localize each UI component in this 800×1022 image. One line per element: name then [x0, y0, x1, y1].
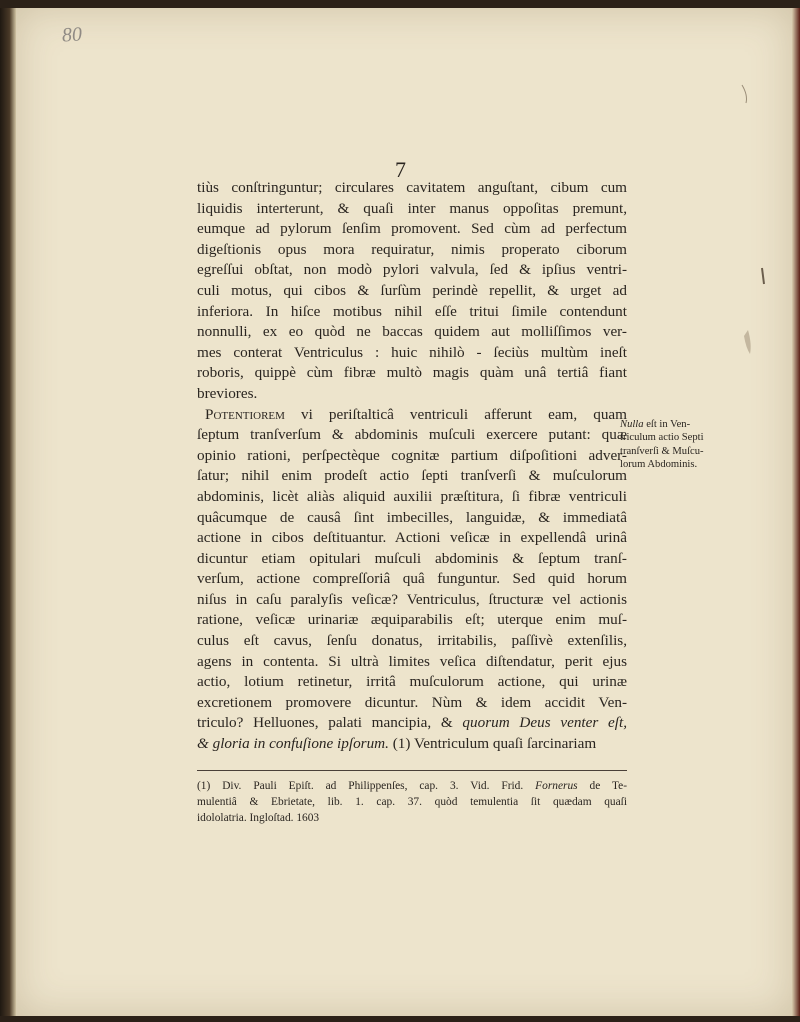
italic-quote: quorum Deus venter eſt, — [462, 714, 627, 732]
text-fragment: triculo? Helluones, palati mancipia, & — [197, 714, 453, 732]
text-line: inferiora. In hiſce motibus nihil eſſe tritui ſimile contendunt — [197, 302, 627, 320]
pencil-annotation: 80 — [61, 23, 83, 47]
marginal-line: triculum actio Septi — [620, 432, 704, 444]
text-line: egreſſui obſtat, non modò pylori valvula, ſed & ipſius ventri- — [197, 261, 627, 279]
text-line: verſum, actione compreſſoriâ quâ funguntur. Sed quid horum — [197, 570, 627, 588]
text-fragment: (1) Div. Pauli Epiſt. ad Philippenſes, cap. 3. Vid. Frid. — [197, 780, 524, 792]
text-line: actio, lotium retinetur, irritâ muſculorum actione, qui urinæ — [197, 673, 627, 691]
text-line: ſeptum tranſverſum & abdominis muſculi exercere putant: quæ — [197, 426, 627, 444]
text-line: culi motus, qui cibos & ſurſùm perindè repellit, & urget ad — [197, 281, 627, 299]
text-line: ſatur; nihil enim prodeſt actio ſepti tranſverſi & muſculorum — [197, 467, 627, 485]
text-line: agens in contenta. Si ultrà limites veſica diſtendatur, perit ejus — [197, 652, 627, 670]
stain-mark — [762, 268, 764, 284]
footnote-line: idololatria. Ingloſtad. 1603 — [197, 812, 320, 825]
text-fragment: vi periſtalticâ ventriculi afferunt eam, quam — [284, 405, 627, 423]
text-fragment: (1) Ventriculum quaſi ſarcinariam — [388, 735, 597, 753]
text-line: culus eſt cavus, ſenſu donatus, irritabilis, paſſivè extenſilis, — [197, 632, 627, 650]
text-line: opinio rationi, perſpectèque cognitæ partium diſpoſitioni adver- — [197, 446, 627, 464]
text-line: mes conterat Ventriculus : huic nihilò - ſeciùs multùm ineſt — [197, 343, 627, 361]
text-line: tiùs conſtringuntur; circulares cavitatem anguſtant, cibum cum — [197, 179, 627, 196]
stain-mark — [742, 85, 747, 103]
author-name: Fornerus — [535, 780, 578, 792]
text-line: dicuntur etiam opitulari muſculi abdominis & ſeptum tranſ- — [197, 549, 627, 567]
text-fragment: eſt in Ven- — [643, 419, 691, 430]
marginal-line: lorum Abdominis. — [620, 459, 698, 471]
text-line: ratione, veſicæ urinariæ æquiparabilis eſt; uterque enim muſ- — [197, 611, 627, 629]
text-line: nonnulli, ex eo quòd ne baccas quidem aut molliſſimos ver- — [197, 323, 627, 341]
text-line: actione in cibos deſtituantur. Actioni veſicæ in expellendâ urinâ — [197, 529, 627, 547]
italic-quote: & gloria in confuſione ipſorum. — [197, 735, 389, 753]
page-number: 7 — [395, 157, 406, 182]
text-line: breviores. — [197, 384, 258, 402]
text-line: eumque ad pylorum ſenſim promovent. Sed cùm ad perfectum — [197, 220, 627, 238]
text-line: excretionem promovere dicuntur. Nùm & idem accidit Ven- — [197, 693, 627, 711]
marginal-italic-word: Nulla — [620, 419, 644, 430]
text-fragment: de Te- — [577, 780, 627, 792]
text-line: roboris, quippè cùm fibræ multò magis quàm unâ tertiâ fiant — [197, 364, 627, 382]
text-line: abdominis, licèt aliàs aliquid auxilii præſtitura, ſi fibræ ventriculi — [197, 487, 627, 505]
text-line: quâcumque de causâ ſint imbecilles, languidæ, & immediatâ — [197, 508, 627, 526]
marginal-line: tranſverſi & Muſcu- — [620, 445, 704, 457]
stain-mark — [744, 330, 751, 354]
paragraph-lead-word: Potentiorem — [205, 405, 285, 423]
text-line: digeſtionis opus mora requiratur, nimis properato ciborum — [197, 240, 627, 258]
footnote-line: mulentiâ & Ebrietate, lib. 1. cap. 37. quòd temulentia ſit quædam quaſi — [197, 796, 627, 809]
text-line: niſus in caſu paralyſis veſicæ? Ventriculus, ſtructuræ vel actionis — [197, 590, 627, 608]
text-line: liquidis interterunt, & quaſi inter manus oppoſitas premunt, — [197, 199, 627, 217]
